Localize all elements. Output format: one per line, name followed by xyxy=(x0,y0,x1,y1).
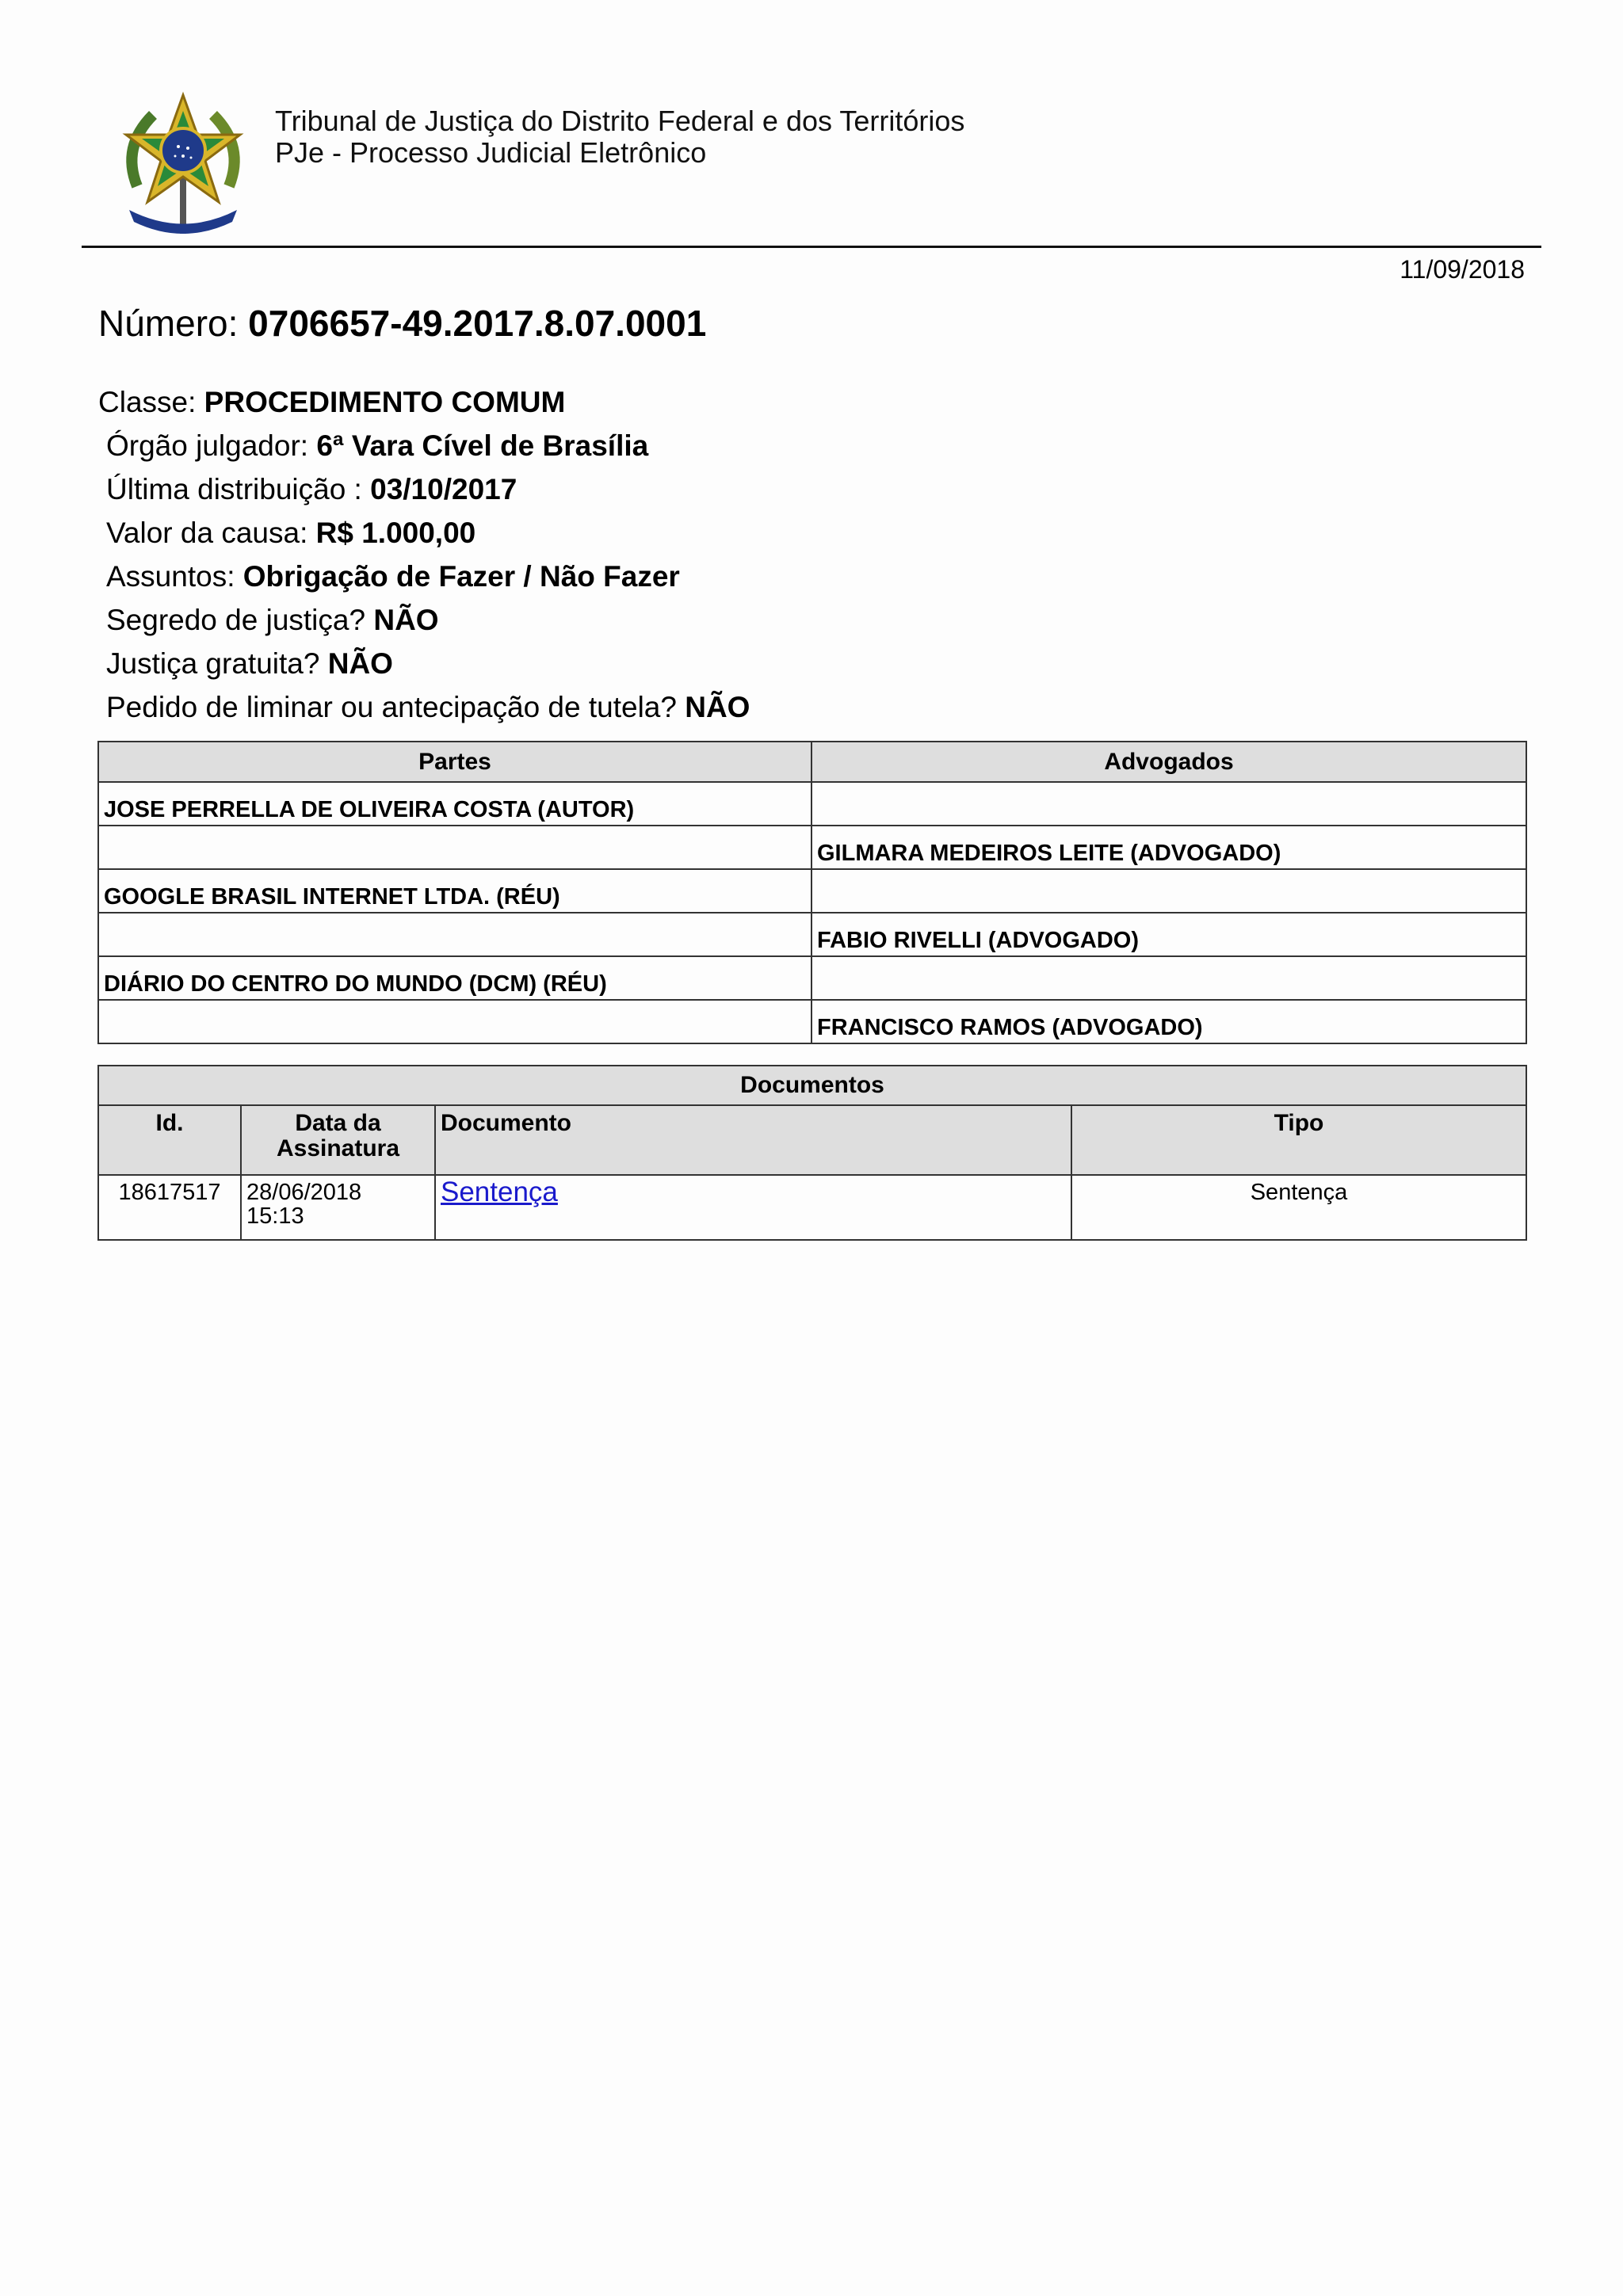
field-value: PROCEDIMENTO COMUM xyxy=(204,386,566,418)
party-cell xyxy=(98,913,812,956)
party-cell xyxy=(98,826,812,869)
party-cell: DIÁRIO DO CENTRO DO MUNDO (DCM) (RÉU) xyxy=(98,956,812,1000)
signature-date: 28/06/2018 xyxy=(246,1180,362,1205)
field-value: NÃO xyxy=(685,691,750,723)
column-header-partes: Partes xyxy=(98,742,812,782)
document-date xyxy=(241,1175,435,1240)
field-justica-gratuita xyxy=(98,642,750,685)
table-row xyxy=(98,913,1526,956)
field-label: Classe: xyxy=(98,386,197,418)
documents-table xyxy=(97,1065,1527,1241)
process-fields xyxy=(98,380,750,729)
header-text xyxy=(275,105,964,169)
header-line: Assinatura xyxy=(276,1135,400,1161)
field-value: 6ª Vara Cível de Brasília xyxy=(316,429,649,462)
field-value: Obrigação de Fazer / Não Fazer xyxy=(242,560,680,593)
document-name-cell xyxy=(435,1175,1071,1240)
process-number-label: Número: xyxy=(98,303,239,344)
lawyer-cell: GILMARA MEDEIROS LEITE (ADVOGADO) xyxy=(812,826,1526,869)
documents-title-row xyxy=(98,1066,1526,1105)
field-value: NÃO xyxy=(373,604,439,636)
parties-header-row xyxy=(98,742,1526,782)
documents-header-row xyxy=(98,1105,1526,1175)
field-value: NÃO xyxy=(327,647,393,680)
column-header-documento: Documento xyxy=(435,1105,1071,1175)
field-value: R$ 1.000,00 xyxy=(315,517,476,549)
table-row xyxy=(98,782,1526,826)
field-orgao-julgador xyxy=(98,424,750,467)
header-line: Data da xyxy=(295,1110,381,1136)
table-row xyxy=(98,826,1526,869)
column-header-data-assinatura xyxy=(241,1105,435,1175)
lawyer-cell xyxy=(812,782,1526,826)
column-header-id: Id. xyxy=(98,1105,241,1175)
column-header-advogados: Advogados xyxy=(812,742,1526,782)
party-cell: GOOGLE BRASIL INTERNET LTDA. (RÉU) xyxy=(98,869,812,913)
party-cell: JOSE PERRELLA DE OLIVEIRA COSTA (AUTOR) xyxy=(98,782,812,826)
parties-table xyxy=(97,741,1527,1044)
field-label: Justiça gratuita? xyxy=(106,647,320,680)
process-number-value: 0706657-49.2017.8.07.0001 xyxy=(248,303,707,344)
lawyer-cell xyxy=(812,869,1526,913)
field-ultima-distribuicao xyxy=(98,467,750,511)
table-row xyxy=(98,869,1526,913)
print-date: 11/09/2018 xyxy=(1400,255,1525,284)
table-row xyxy=(98,1175,1526,1240)
document-link[interactable]: Sentença xyxy=(441,1177,558,1207)
document-id: 18617517 xyxy=(98,1175,241,1240)
table-row xyxy=(98,1000,1526,1043)
field-label: Última distribuição : xyxy=(106,473,362,505)
field-assuntos xyxy=(98,555,750,598)
process-number xyxy=(98,302,706,345)
field-classe xyxy=(98,380,750,424)
field-label: Órgão julgador: xyxy=(106,429,309,462)
signature-time: 15:13 xyxy=(246,1203,304,1229)
field-valor-causa xyxy=(98,511,750,555)
field-segredo-justica xyxy=(98,598,750,642)
table-row xyxy=(98,956,1526,1000)
document-type: Sentença xyxy=(1071,1175,1526,1240)
field-label: Valor da causa: xyxy=(106,517,308,549)
field-label: Pedido de liminar ou antecipação de tutela? xyxy=(106,691,677,723)
header-divider xyxy=(82,246,1541,248)
brazil-coat-of-arms-icon xyxy=(113,91,253,242)
field-value: 03/10/2017 xyxy=(370,473,517,505)
lawyer-cell xyxy=(812,956,1526,1000)
system-name: PJe - Processo Judicial Eletrônico xyxy=(275,136,707,169)
field-pedido-liminar xyxy=(98,685,750,729)
institution-name: Tribunal de Justiça do Distrito Federal e dos Territórios xyxy=(275,105,965,137)
documents-title: Documentos xyxy=(98,1066,1526,1105)
field-label: Assuntos: xyxy=(106,560,235,593)
field-label: Segredo de justiça? xyxy=(106,604,366,636)
lawyer-cell: FABIO RIVELLI (ADVOGADO) xyxy=(812,913,1526,956)
lawyer-cell: FRANCISCO RAMOS (ADVOGADO) xyxy=(812,1000,1526,1043)
party-cell xyxy=(98,1000,812,1043)
column-header-tipo: Tipo xyxy=(1071,1105,1526,1175)
